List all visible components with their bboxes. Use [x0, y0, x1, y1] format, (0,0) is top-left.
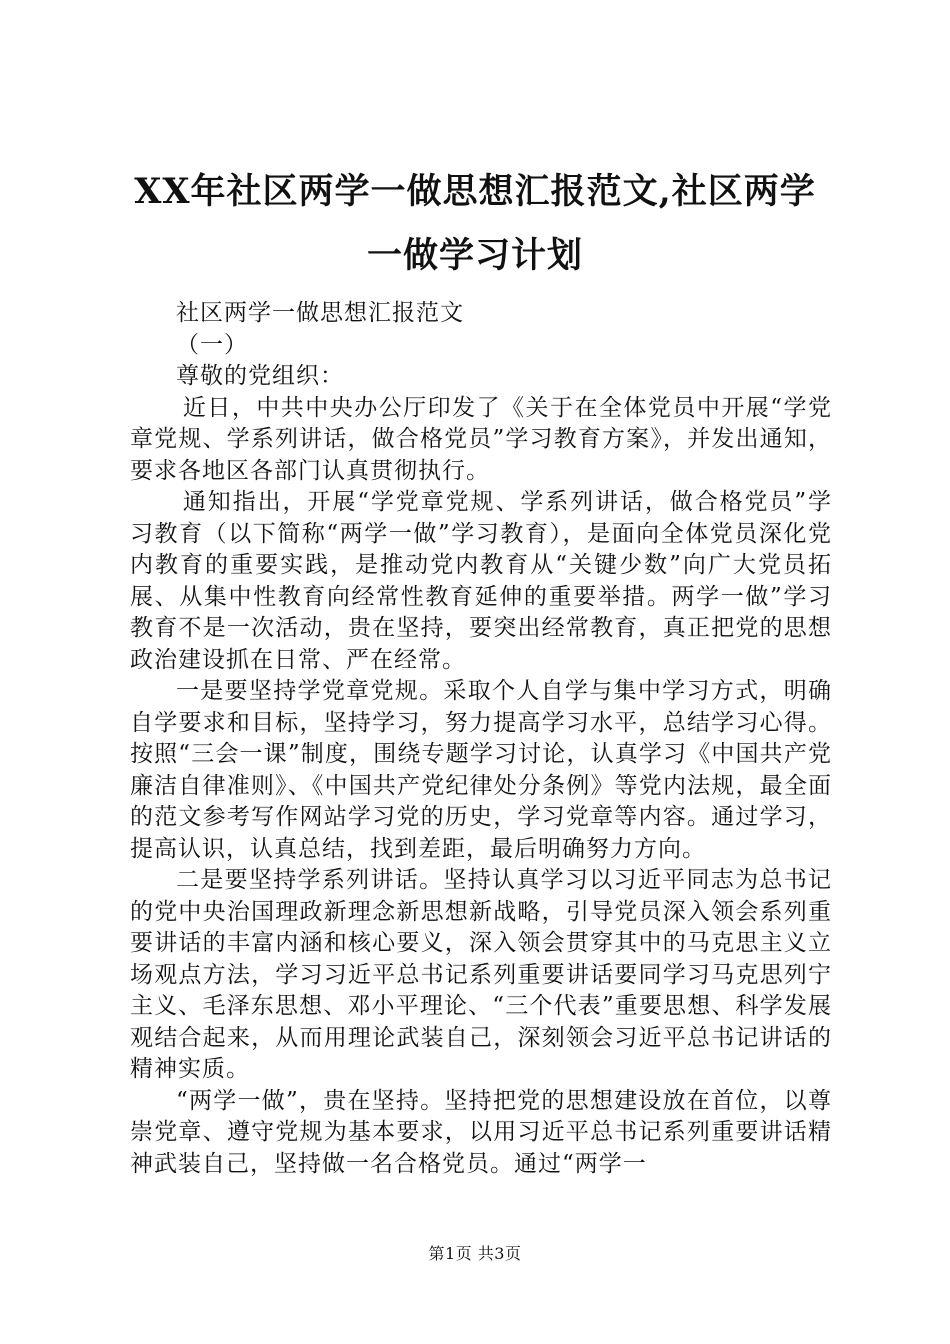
paragraph-4: 二是要坚持学系列讲话。坚持认真学习以习近平同志为总书记的党中央治国理政新理念新思想新战略，引导党员深入领会系列重要讲话的丰富内涵和核心要义，深入领会贯穿其中的马克思主义立场观点方法，学习习近平总书记系列重要讲话要同学习马克思列宁主义、毛泽东思想、邓小平理论、“三个代表”重要思想、科学发展观结合起来，从而用理论武装自己，深刻领会习近平总书记讲话的精神实质。: [130, 867, 832, 1082]
document-subtitle: 社区两学一做思想汇报范文: [176, 300, 464, 326]
page-indicator: 第1页 共3页: [428, 1244, 522, 1263]
salutation: 尊敬的党组织：: [176, 363, 344, 389]
paragraph-5: “两学一做”，贵在坚持。坚持把党的思想建设放在首位，以尊崇党章、遵守党规为基本要求，以用习近平总书记系列重要讲话精神武装自己，坚持做一名合格党员。通过“两学一: [130, 1087, 832, 1177]
section-number: （一）: [176, 331, 248, 358]
paragraph-2: 通知指出，开展“学党章党规、学系列讲话，做合格党员”学习教育（以下简称“两学一做”学习教育），是面向全体党员深化党内教育的重要实践，是推动党内教育从“关键少数”向广大党员拓展、从集中性教育向经常性教育延伸的重要举措。两学一做”学习教育不是一次活动，贵在坚持，要突出经常教育，真正把党的思想政治建设抓在日常、严在经常。: [130, 489, 832, 673]
document-title: XX年社区两学一做思想汇报范文,社区两学一做学习计划: [134, 171, 816, 276]
paragraph-1: 近日，中共中央办公厅印发了《关于在全体党员中开展“学党章党规、学系列讲话，做合格党员”学习教育方案》，并发出通知，要求各地区各部门认真贯彻执行。: [130, 394, 832, 484]
document-body: [130, 298, 832, 1180]
paragraph-3: 一是要坚持学党章党规。采取个人自学与集中学习方式，明确自学要求和目标，坚持学习，努力提高学习水平，总结学习心得。按照“三会一课”制度，围绕专题学习讨论，认真学习《中国共产党廉洁自律准则》、《中国共产党纪律处分条例》等党内法规，最全面的范文参考写作网站学习党的历史，学习党章等内容。通过学习，提高认识，认真总结，找到差距，最后明确努力方向。: [130, 678, 832, 862]
